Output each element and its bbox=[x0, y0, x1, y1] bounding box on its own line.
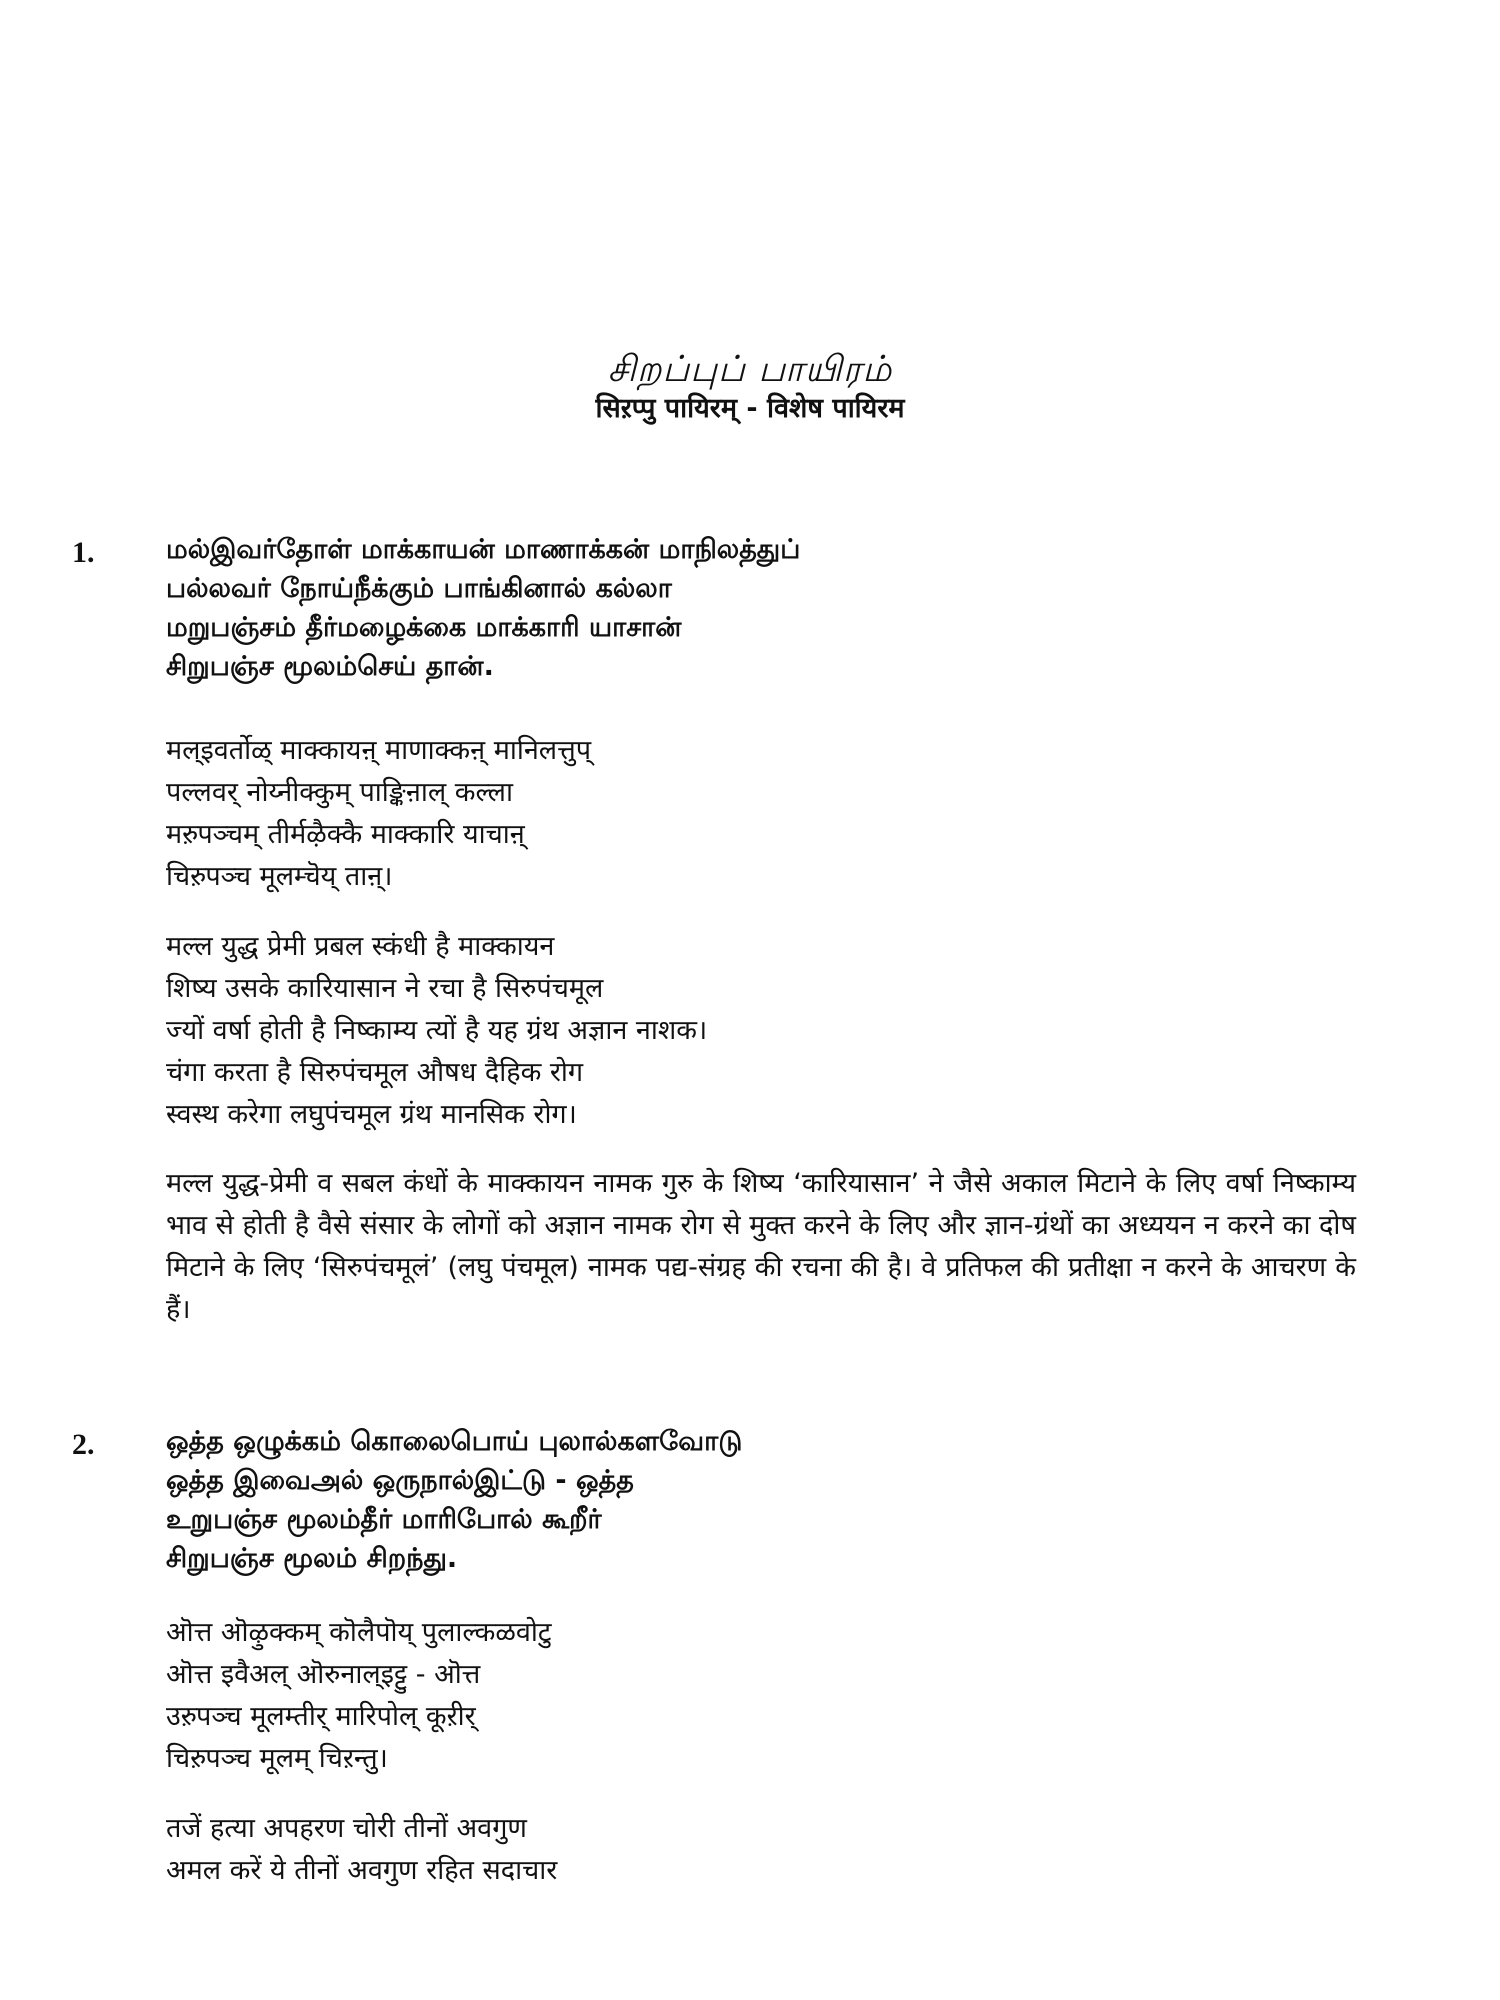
transliteration-line: पल्लवर् नोय्नीक्कुम् पाङ्किऩाल् कल्ला bbox=[166, 777, 513, 808]
title-hindi: सिऱप्पु पायिरम् - विशेष पायिरम bbox=[595, 393, 905, 424]
verse-1-prose: मल्ल युद्ध-प्रेमी व सबल कंधों के माक्कायन नामक गुरु के शिष्य ‘कारियासान’ ने जैसे अकाल मिटाने के लिए वर्षा निष्काम्य भाव से होती है वैसे संसार के लोगों को अज्ञान नामक रोग से मुक्त करने के लिए और ज्ञान-ग्रंथों का अध्ययन न करने का दोष मिटाने के लिए ‘सिरुपंचमूलं’ (लघु पंचमूल) नामक पद्य-संग्रह की रचना की है। वे प्रतिफल की प्रतीक्षा न करने के आचरण के हैं। bbox=[166, 1168, 1356, 1325]
transliteration-line: उऱुपञ्च मूलम्तीर् मारिपोल् कूऱीर् bbox=[166, 1701, 476, 1732]
tamil-line: சிறுபஞ்ச மூலம்செய் தான். bbox=[166, 651, 494, 682]
page-title bbox=[0, 348, 1500, 426]
verse-2-tamil bbox=[166, 1422, 1356, 1578]
hindi-line: स्वस्थ करेगा लघुपंचमूल ग्रंथ मानसिक रोग। bbox=[166, 1099, 577, 1130]
verse-1-transliteration bbox=[166, 730, 1356, 898]
hindi-line: तजें हत्या अपहरण चोरी तीनों अवगुण bbox=[166, 1813, 527, 1844]
transliteration-line: ऒत्त इवैअल् ऒरुनाल्इट्टु - ऒत्त bbox=[166, 1659, 481, 1690]
title-tamil: சிறப்புப் பாயிரம் bbox=[607, 349, 893, 390]
hindi-line: शिष्य उसके कारियासान ने रचा है सिरुपंचमूल bbox=[166, 973, 604, 1004]
tamil-line: ஒத்த இவைஅல் ஒருநால்இட்டு - ஒத்த bbox=[166, 1465, 634, 1496]
hindi-line: ज्यों वर्षा होती है निष्काम्य त्यों है यह ग्रंथ अज्ञान नाशक। bbox=[166, 1015, 708, 1046]
verse-2-transliteration bbox=[166, 1612, 1356, 1780]
hindi-line: अमल करें ये तीनों अवगुण रहित सदाचार bbox=[166, 1855, 558, 1886]
tamil-line: பல்லவர் நோய்நீக்கும் பாங்கினால் கல்லா bbox=[166, 573, 672, 604]
transliteration-line: मल्इवर्तोळ् माक्कायऩ् माणाक्कऩ् मानिलत्तुप् bbox=[166, 735, 592, 766]
verse-1-hindi bbox=[166, 926, 1356, 1136]
tamil-line: உறுபஞ்ச மூலம்தீர் மாரிபோல் கூறீர் bbox=[166, 1504, 602, 1535]
hindi-line: चंगा करता है सिरुपंचमूल औषध दैहिक रोग bbox=[166, 1057, 584, 1088]
transliteration-line: मऱुपञ्चम् तीर्मऴैक्कै माक्कारि याचाऩ् bbox=[166, 819, 525, 850]
verse-number: 1. bbox=[72, 536, 95, 569]
tamil-line: சிறுபஞ்ச மூலம் சிறந்து. bbox=[166, 1543, 458, 1574]
verse-1-tamil bbox=[166, 530, 1356, 686]
tamil-line: மல்இவர்தோள் மாக்காயன் மாணாக்கன் மாநிலத்துப் bbox=[166, 534, 801, 565]
verse-number: 2. bbox=[72, 1428, 95, 1461]
tamil-line: ஒத்த ஒழுக்கம் கொலைபொய் புலால்களவோடு bbox=[166, 1426, 743, 1457]
transliteration-line: ऒत्त ऒऴुक्कम् कॊलैपॊय् पुलाल्कळवोटु bbox=[166, 1617, 552, 1648]
hindi-line: मल्ल युद्ध प्रेमी प्रबल स्कंधी है माक्कायन bbox=[166, 931, 555, 962]
transliteration-line: चिऱुपञ्च मूलम्चॆय् ताऩ्। bbox=[166, 861, 393, 892]
tamil-line: மறுபஞ்சம் தீர்மழைக்கை மாக்காரி யாசான் bbox=[166, 612, 682, 643]
transliteration-line: चिऱुपञ्च मूलम् चिऱन्तु। bbox=[166, 1743, 388, 1774]
verse-2-hindi bbox=[166, 1808, 1356, 1892]
